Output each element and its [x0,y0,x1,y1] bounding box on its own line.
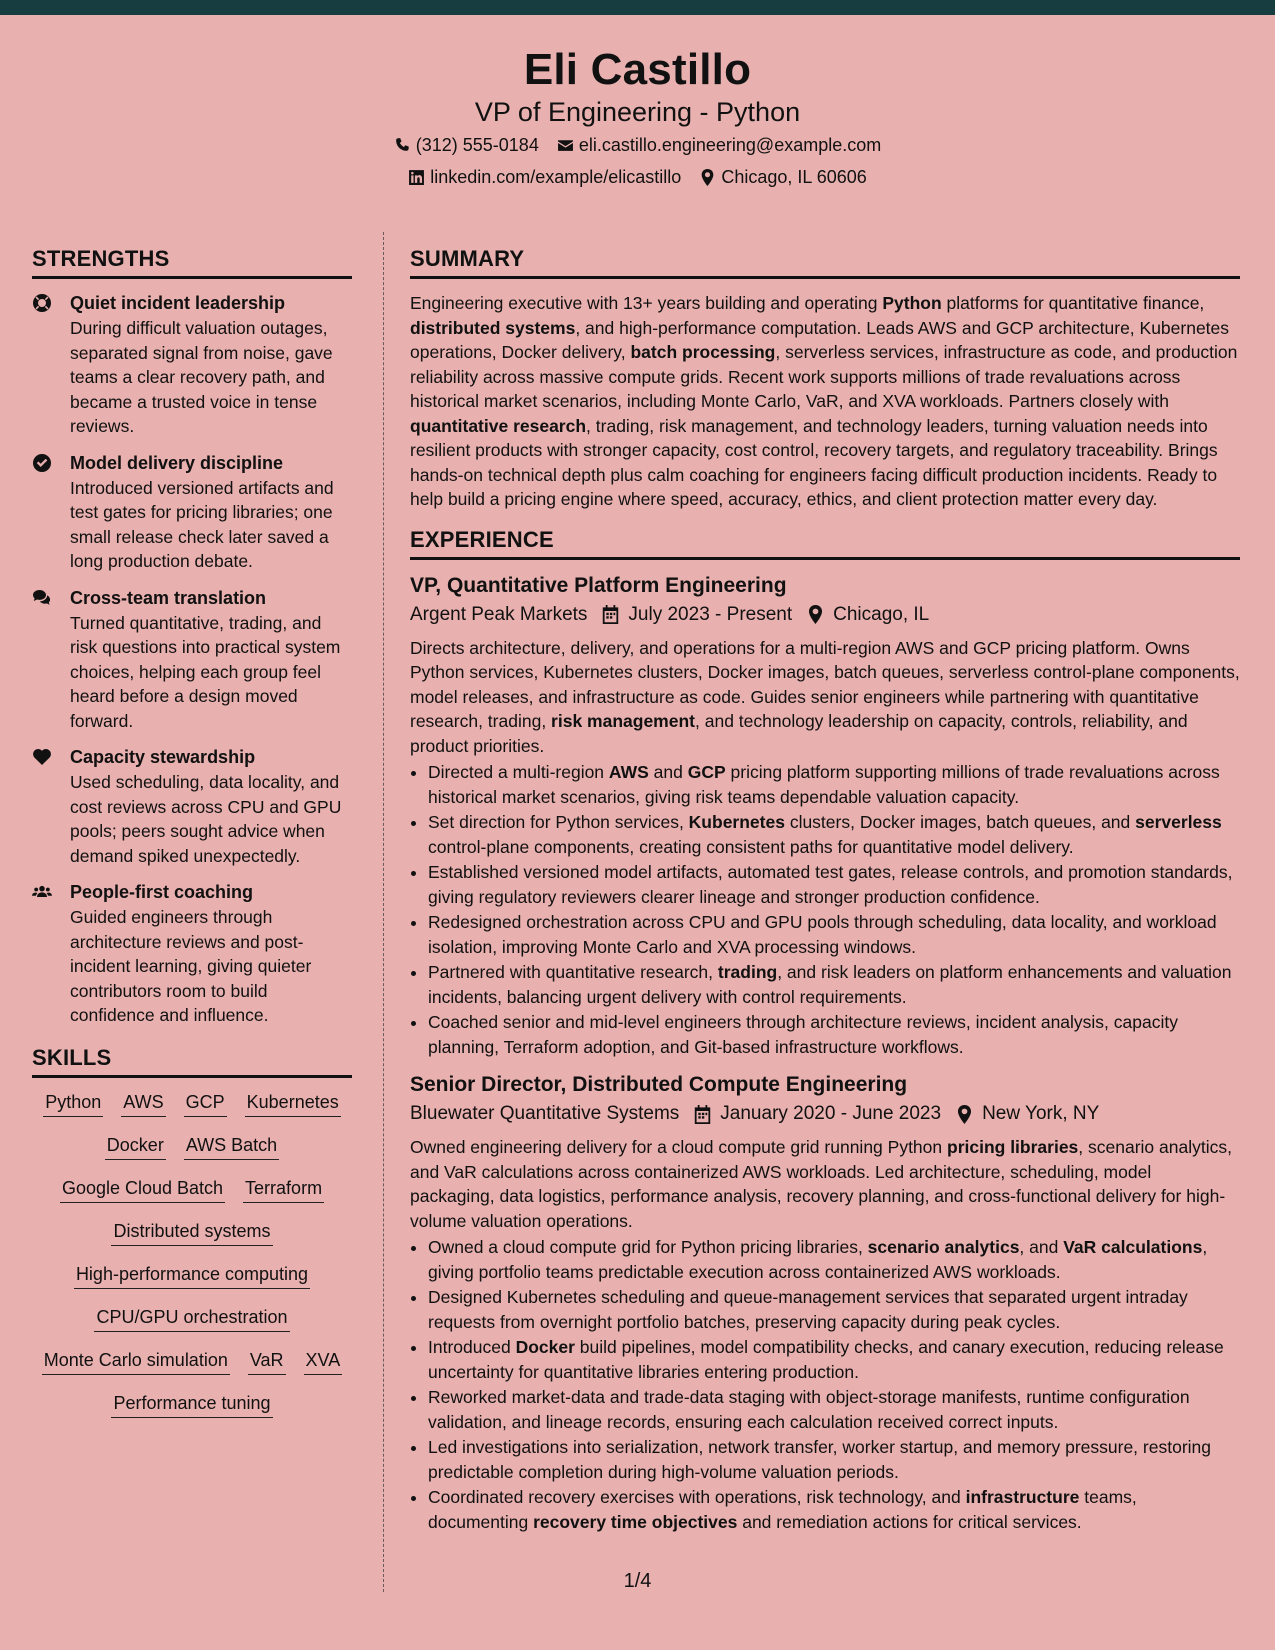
strength-item [32,745,352,868]
map-marker-icon [955,1105,974,1124]
job-location: New York, NY [982,1103,1100,1124]
skills-heading: SKILLS [32,1044,352,1078]
strength-title: Capacity stewardship [70,747,256,767]
location-contact [699,165,866,189]
list-item: • Directed a multi-region AWS and GCP pricing platform supporting millions of trade revaluations across historical market scenarios, giving risk teams dependable valuation capacity. [428,760,1240,809]
skill-tag: Kubernetes [245,1090,341,1117]
list-item: • Introduced Docker build pipelines, model compatibility checks, and canary execution, reducing release uncertainty for quantitative libraries entering production. [428,1335,1240,1384]
summary-heading: SUMMARY [410,245,1240,279]
calendar-icon [693,1105,712,1124]
linkedin-contact[interactable] [408,165,681,189]
linkedin-url[interactable]: linkedin.com/example/elicastillo [430,167,682,187]
skill-tag: CPU/GPU orchestration [94,1305,289,1332]
skill-tag: AWS Batch [184,1133,279,1160]
email-address[interactable]: eli.castillo.engineering@example.com [578,135,882,155]
skill-tag: High-performance computing [74,1262,310,1289]
skill-tag: GCP [184,1090,227,1117]
skill-tag: Terraform [243,1176,324,1203]
candidate-title: VP of Engineering - Python [474,97,801,127]
list-item: • Partnered with quantitative research, trading, and risk leaders on platform enhancements and valuation incidents, balancing urgent delivery with control requirements. [428,960,1240,1009]
top-accent-bar [0,0,1275,15]
skill-tag: Google Cloud Batch [60,1176,225,1203]
map-marker-icon [699,169,716,186]
strength-desc: During difficult valuation outages, separated signal from noise, gave teams a clear recovery path, and became a trusted voice in tense reviews. [70,318,333,436]
location-text: Chicago, IL 60606 [721,167,867,187]
job-description: Directs architecture, delivery, and operations for a multi-region AWS and GCP pricing platform. Owns Python services, Kubernetes clusters, Docker images, batch queues, serverless control-plane components, model releases, and infrastructure as code. Guides senior engineers while partnering with quantitative research, trading, risk management, and technology leadership on capacity, controls, reliability, and product priorities. [410,637,1240,756]
strength-item [32,586,352,734]
list-item: • Reworked market-data and trade-data staging with object-storage manifests, runtime configuration validation, and lineage records, ensuring each calculation received correct inputs. [428,1385,1240,1434]
summary-text: Engineering executive with 13+ years building and operating Python platforms for quantitative finance, distributed systems, and high-performance computation. Leads AWS and GCP architecture, Kubernetes operations, Docker delivery, batch processing, serverless services, infrastructure as code, and production reliability across massive compute grids. Recent work supports millions of trade revaluations across historical market scenarios, including Monte Carlo, VaR, and XVA workloads. Partners closely with quantitative research, trading, risk management, and technology leaders, turning valuation needs into resilient products with stronger capacity, cost control, recovery targets, and regulatory traceability. Brings hands-on technical depth plus calm coaching for engineers facing difficult production incidents. Ready to help build a pricing engine where speed, accuracy, ethics, and client protection matter every day. [410,293,1238,509]
job-title: VP, Quantitative Platform Engineering [410,573,787,597]
list-item: • Owned a cloud compute grid for Python pricing libraries, scenario analytics, and VaR calculations, giving portfolio teams predictable execution across containerized AWS workloads. [428,1235,1240,1284]
list-item: • Coordinated recovery exercises with operations, risk technology, and infrastructure teams, documenting recovery time objectives and remediation actions for critical services. [428,1485,1240,1534]
skill-row [32,1219,352,1246]
strengths-heading: STRENGTHS [32,245,352,279]
check-circle-icon [32,453,52,473]
job-title: Senior Director, Distributed Compute Engineering [410,1073,908,1096]
strength-title: Model delivery discipline [70,452,284,473]
list-item: • Set direction for Python services, Kubernetes clusters, Docker images, batch queues, and serverless control-plane components, creating consistent paths for quantitative model delivery. [428,810,1240,859]
skill-row [32,1262,352,1289]
job-meta [410,600,1240,630]
email-contact[interactable] [557,133,881,157]
skill-tag: Docker [105,1133,166,1160]
strength-item [32,451,352,574]
skill-row [32,1305,352,1332]
list-item: • Redesigned orchestration across CPU and GPU pools through scheduling, data locality, and workload isolation, improving Monte Carlo and XVA processing windows. [428,910,1240,959]
strength-desc: Turned quantitative, trading, and risk questions into practical system choices, helping each group feel heard before a design moved forward. [70,612,341,731]
life-ring-icon [32,293,52,313]
phone-icon [394,137,411,154]
job-entry [410,1071,1240,1534]
experience-heading: EXPERIENCE [410,526,1240,560]
skill-tag: Distributed systems [111,1219,272,1246]
list-item: • Led investigations into serialization, network transfer, worker startup, and memory pressure, restoring predictable completion during high-volume valuation periods. [428,1435,1240,1484]
comments-icon [32,588,52,608]
job-entry [410,572,1240,1060]
job-bullets [410,760,1240,1059]
strength-title: People-first coaching [70,882,254,902]
resume-header [0,15,1275,204]
calendar-icon [601,605,620,624]
job-bullets [410,1235,1240,1534]
page-number: 1/4 [623,1570,652,1592]
list-item: • Established versioned model artifacts, automated test gates, release controls, and promotion standards, giving regulatory reviewers clearer lineage and stronger production confidence. [428,860,1240,909]
job-location: Chicago, IL [833,603,930,625]
phone-contact [394,133,539,157]
list-item: • Coached senior and mid-level engineers through architecture reviews, incident analysis, capacity planning, Terraform adoption, and Git-based infrastructure workflows. [428,1010,1240,1059]
skill-row [32,1133,352,1160]
skill-tag: Performance tuning [111,1391,272,1418]
skill-tag: AWS [121,1090,165,1117]
strength-item [32,880,352,1028]
strength-desc: Used scheduling, data locality, and cost reviews across CPU and GPU pools; peers sought advice when demand spiked unexpectedly. [70,772,342,866]
skill-tag: XVA [304,1348,343,1375]
skill-row [32,1090,352,1117]
list-item: • Designed Kubernetes scheduling and queue-management services that separated urgent intraday requests from overnight portfolio batches, preserving capacity during peak cycles. [428,1285,1240,1334]
strength-desc: Guided engineers through architecture reviews and post-incident learning, giving quieter contributors room to build confidence and influence. [70,907,312,1025]
strength-title: Quiet incident leadership [70,293,286,313]
contact-row-2 [0,165,1275,189]
strength-title: Cross-team translation [70,587,267,608]
phone-number: (312) 555-0184 [415,135,539,155]
envelope-icon [557,137,574,154]
column-divider [383,232,384,1592]
heart-icon [32,747,52,767]
skill-tag: Monte Carlo simulation [42,1348,230,1375]
job-meta [410,1099,1240,1129]
linkedin-icon [408,169,425,186]
skill-row [32,1176,352,1203]
candidate-name: Eli Castillo [523,45,752,94]
users-icon [32,882,52,902]
left-column [32,245,352,1434]
job-dates: July 2023 - Present [628,603,793,625]
job-company: Argent Peak Markets [410,603,588,625]
job-company: Bluewater Quantitative Systems [410,1103,680,1124]
strength-item [32,291,352,439]
contact-row-1 [0,133,1275,157]
skill-row [32,1391,352,1418]
map-marker-icon [806,605,825,624]
skills-list [32,1090,352,1418]
skill-tag: Python [43,1090,103,1117]
skill-tag: VaR [248,1348,286,1375]
strength-desc: Introduced versioned artifacts and test gates for pricing libraries; one small release check later saved a long production debate. [70,477,334,571]
job-dates: January 2020 - June 2023 [720,1103,942,1124]
job-description: Owned engineering delivery for a cloud compute grid running Python pricing libraries, scenario analytics, and VaR calculations across containerized AWS workloads. Led architecture, scheduling, model packaging, data logistics, performance analysis, recovery planning, and cross-functional delivery for high-volume valuation operations. [410,1137,1232,1231]
right-column [410,245,1240,1546]
skill-row [32,1348,352,1375]
